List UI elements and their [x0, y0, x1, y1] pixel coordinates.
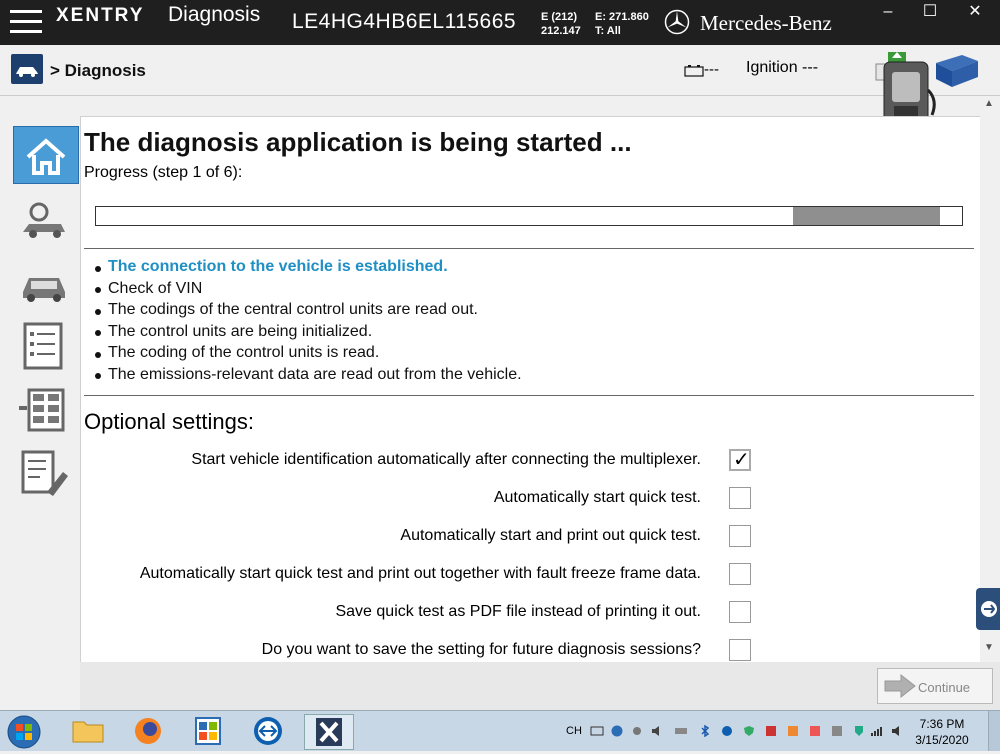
bullet-icon [95, 330, 101, 336]
progress-fill [793, 207, 940, 225]
sidebar-item-list[interactable] [13, 318, 77, 374]
vehicle-button[interactable] [11, 54, 43, 84]
step-text: Check of VIN [108, 279, 203, 297]
bullet-icon [95, 309, 101, 315]
scroll-down-arrow-icon[interactable]: ▼ [984, 642, 994, 653]
help-icon[interactable] [610, 725, 624, 737]
firefox-icon [124, 714, 172, 748]
sidebar-item-checklist[interactable] [13, 446, 77, 502]
home-icon [14, 127, 78, 183]
app-tray-icon[interactable] [764, 725, 778, 737]
arrow-right-icon [883, 673, 917, 699]
taskbar-firefox[interactable] [124, 714, 172, 748]
page-title: The diagnosis application is being started ... [84, 127, 632, 157]
sidebar-item-control-units[interactable] [13, 382, 77, 438]
windows-start-icon[interactable] [4, 714, 44, 750]
step-item [95, 342, 522, 364]
bullet-icon [95, 266, 101, 272]
car-icon [11, 54, 43, 84]
volume-icon[interactable] [650, 725, 664, 737]
step-text: The coding of the control units is read. [108, 344, 380, 361]
footer-bar [80, 662, 1000, 710]
step-text: The codings of the central control units are read out. [108, 301, 478, 318]
taskbar-control-panel[interactable] [184, 714, 232, 748]
option-checkbox[interactable] [729, 449, 751, 471]
vehicle-model-info: E (212) 212.147 [541, 11, 581, 37]
app-tray-icon-2[interactable] [786, 725, 800, 737]
ignition-status: Ignition --- [746, 59, 819, 76]
breadcrumb: > Diagnosis [50, 61, 146, 80]
header-bar [0, 45, 1000, 96]
battery-icon [684, 64, 704, 77]
option-row [81, 485, 981, 515]
option-label: Automatically start quick test. [493, 489, 701, 506]
brand-name: Mercedes-Benz [700, 11, 832, 35]
option-checkbox[interactable] [729, 525, 751, 547]
maximize-button[interactable]: ☐ [922, 3, 938, 20]
menu-icon[interactable] [10, 10, 42, 34]
vehicle-diagnosis-icon [13, 192, 77, 248]
taskbar-teamviewer[interactable] [244, 714, 292, 748]
sidebar [0, 96, 80, 710]
network-icon[interactable] [870, 725, 884, 737]
system-clock[interactable] [910, 716, 974, 748]
antivirus-icon[interactable] [852, 725, 866, 737]
checkmark-icon: ✓ [733, 449, 750, 471]
option-checkbox[interactable] [729, 563, 751, 585]
xentry-icon [305, 715, 353, 749]
file-explorer-icon [64, 714, 112, 748]
close-button[interactable]: ✕ [968, 3, 982, 20]
continue-label: Continue [918, 680, 971, 695]
option-label: Save quick test as PDF file instead of printing it out. [335, 603, 701, 620]
option-label: Automatically start and print out quick test. [400, 527, 701, 544]
sidebar-item-home[interactable] [13, 126, 79, 184]
vin-display: LE4HG4HB6EL115665 [292, 10, 517, 33]
bullet-icon [95, 352, 101, 358]
step-text: The control units are being initialized. [108, 322, 373, 340]
option-checkbox[interactable] [729, 639, 751, 661]
taskbar [0, 710, 1000, 751]
app-tray-icon-3[interactable] [808, 725, 822, 737]
help-book-icon[interactable] [932, 53, 982, 89]
step-text: The connection to the vehicle is established. [108, 258, 448, 275]
checklist-icon [13, 446, 77, 502]
option-row [81, 523, 981, 553]
step-item [95, 299, 522, 321]
shield-icon[interactable] [742, 725, 756, 737]
scroll-up-arrow-icon[interactable]: ▲ [984, 98, 994, 109]
divider [84, 248, 974, 249]
option-row [81, 637, 981, 664]
steps-list [95, 256, 522, 385]
battery-value: --- [704, 61, 719, 78]
minimize-button[interactable]: – [883, 3, 893, 20]
divider [84, 395, 974, 396]
drive-icon[interactable] [674, 725, 688, 737]
option-label: Do you want to save the setting for future diagnosis sessions? [261, 641, 701, 658]
vertical-scrollbar[interactable] [980, 96, 1000, 662]
taskbar-file-explorer[interactable] [64, 714, 112, 748]
app-tray-icon-4[interactable] [830, 725, 844, 737]
option-row [81, 447, 981, 477]
progress-label: Progress (step 1 of 6): [84, 164, 243, 181]
bullet-icon [95, 373, 101, 379]
control-panel-icon [184, 714, 232, 748]
vehicle-icon [13, 256, 77, 312]
mercedes-star-icon [664, 9, 690, 35]
control-units-icon [13, 382, 77, 438]
step-item [95, 321, 522, 343]
step-item [95, 364, 522, 386]
language-indicator[interactable]: CH [566, 725, 582, 737]
bullet-icon [95, 287, 101, 293]
optional-settings-title: Optional settings: [84, 409, 254, 434]
sidebar-item-vehicle[interactable] [13, 256, 77, 312]
settings-tray-icon[interactable] [630, 725, 644, 737]
step-item [95, 278, 522, 300]
step-text: The emissions-relevant data are read out from the vehicle. [108, 365, 522, 383]
speaker-icon[interactable] [890, 725, 904, 737]
clock-time: 7:36 PM [919, 717, 965, 731]
bluetooth-icon[interactable] [698, 725, 712, 737]
option-label: Start vehicle identification automatically after connecting the multiplexer. [191, 451, 701, 468]
clock-date: 3/15/2020 [915, 733, 969, 747]
continue-button[interactable] [877, 668, 993, 704]
battery-status [684, 61, 719, 78]
sidebar-item-diagnosis[interactable] [13, 192, 77, 248]
option-checkbox[interactable] [729, 601, 751, 623]
app-subtitle: Diagnosis [168, 3, 261, 26]
teamviewer-icon [244, 714, 292, 748]
teamviewer-tray-icon[interactable] [720, 725, 734, 737]
show-desktop-button[interactable] [988, 711, 1000, 751]
remote-support-tab[interactable] [976, 588, 1000, 630]
option-label: Automatically start quick test and print out together with fault freeze frame data. [139, 565, 701, 582]
main-panel [80, 116, 982, 664]
title-bar [0, 0, 1000, 45]
progress-bar [95, 206, 963, 226]
keyboard-icon[interactable] [590, 725, 604, 737]
app-brand: XENTRY [56, 5, 145, 26]
step-item [95, 256, 522, 278]
option-row [81, 599, 981, 629]
option-row [81, 561, 981, 591]
list-icon [13, 318, 77, 374]
engine-transmission-info: E: 271.860 T: All [595, 11, 649, 37]
remote-support-icon [976, 588, 1000, 630]
taskbar-xentry[interactable] [304, 714, 354, 750]
option-checkbox[interactable] [729, 487, 751, 509]
